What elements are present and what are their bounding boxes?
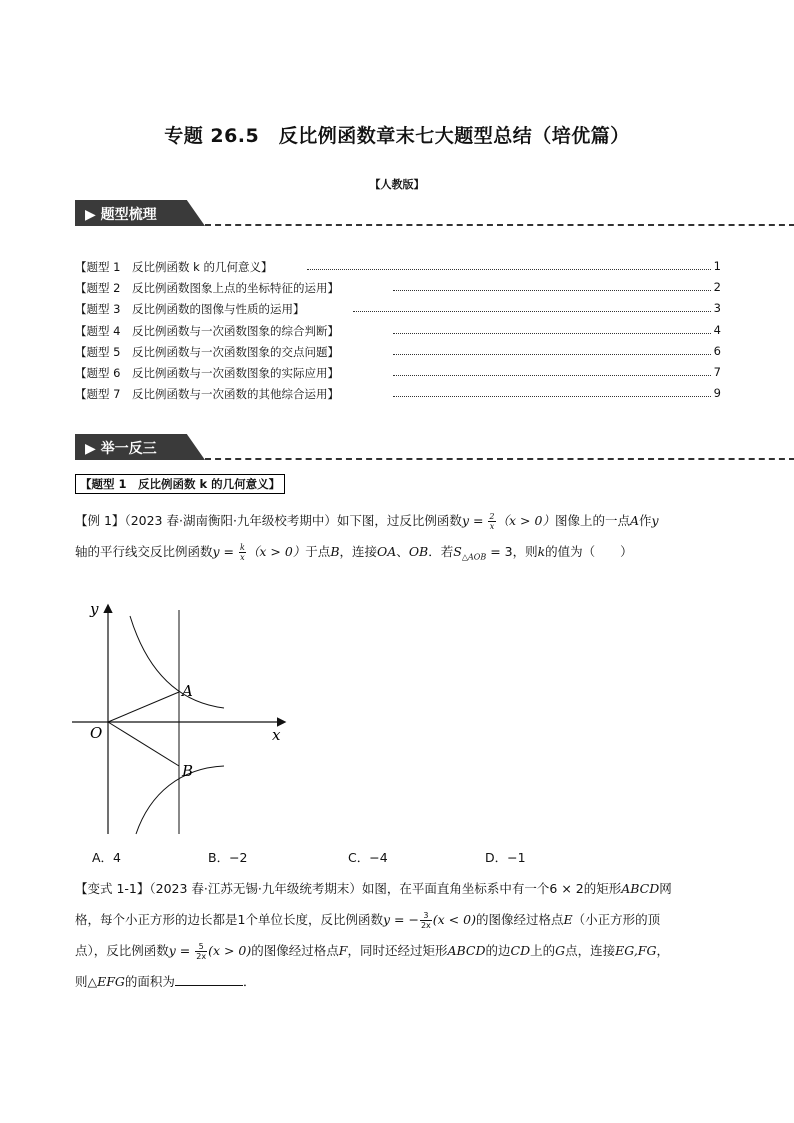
text: 如图，在平面直角坐标系中有一个 (361, 881, 550, 896)
toc-item-page: 4 (713, 323, 721, 337)
math: k (537, 544, 546, 559)
banner-dashed-line (205, 224, 794, 226)
toc-item-7[interactable] (75, 386, 721, 406)
variant-source: （2023 春·江苏无锡·九年级统考期末） (149, 881, 362, 896)
text: 的边 (485, 943, 511, 958)
math: ABCD (621, 881, 660, 896)
toc-leader (393, 333, 711, 334)
text: 的面积为 (124, 974, 175, 989)
toc-leader (353, 311, 711, 312)
variant-1-1 (75, 873, 723, 997)
label-a: A (182, 682, 193, 700)
numerator: k (240, 543, 245, 552)
math: CD (510, 943, 531, 958)
example-1 (75, 505, 723, 573)
toc-leader (393, 354, 711, 355)
toc-item-label: 【题型 2 反比例函数图象上点的坐标特征的运用】 (75, 281, 339, 295)
text: 、 (396, 544, 409, 559)
banner-title: ▶ 题型梳理 (85, 207, 157, 223)
toc-item-3[interactable] (75, 301, 721, 321)
lower-hyperbola (136, 766, 224, 834)
variant-tag: 【变式 1-1】 (75, 881, 150, 896)
math: (x > 0) (208, 943, 252, 958)
toc-item-5[interactable] (75, 344, 721, 364)
edition-label: 【人教版】 (369, 178, 425, 191)
text: 个单位长度，反比例函数 (245, 912, 383, 927)
label-y: y (90, 600, 99, 618)
choice-d[interactable]: D．−1 (485, 850, 526, 865)
text: 则 (75, 974, 88, 989)
math: = 3，则 (486, 544, 538, 559)
label-o: O (90, 724, 103, 742)
text: 作 (639, 513, 652, 528)
math: y = (212, 544, 238, 559)
math-subscript: △AOB (461, 552, 487, 562)
toc-item-page: 7 (713, 365, 721, 379)
choice-a[interactable]: A．4 (92, 850, 122, 865)
text: 图像上的一点 (554, 513, 630, 528)
upper-hyperbola (130, 616, 224, 708)
toc-item-1[interactable] (75, 259, 721, 279)
math: （x > 0） (496, 513, 555, 528)
math: ABCD (447, 943, 486, 958)
text: 的值为（ ） (545, 544, 633, 559)
toc-item-label: 【题型 4 反比例函数与一次函数图象的综合判断】 (75, 324, 339, 338)
text: 于点 (305, 544, 331, 559)
banner-dashed-line (205, 458, 794, 460)
toc-item-2[interactable] (75, 280, 721, 300)
fraction (195, 942, 207, 961)
denominator: 2x (196, 952, 207, 961)
toc-leader (393, 290, 711, 291)
numerator: 5 (195, 942, 207, 952)
math: G (555, 943, 566, 958)
banner-title: ▶ 举一反三 (85, 441, 157, 457)
toc-item-page: 1 (713, 259, 721, 273)
toc-item-label: 【题型 7 反比例函数与一次函数的其他综合运用】 (75, 387, 339, 401)
math: y = (461, 513, 488, 528)
example-source: （2023 春·湖南衡阳·九年级校考期中） (124, 513, 337, 528)
math: △EFG (87, 974, 125, 989)
math: S (453, 544, 462, 559)
denominator: x (489, 522, 495, 531)
math: y = (168, 943, 195, 958)
page-title: 专题 26.5 反比例函数章末七大题型总结（培优篇） (164, 125, 630, 147)
toc-item-label: 【题型 1 反比例函数 k 的几何意义】 (75, 260, 273, 274)
numerator: 3 (420, 911, 432, 921)
banner-title-text: 举一反三 (100, 441, 157, 457)
text: ，同时还经过矩形 (347, 943, 448, 958)
segment-oa (108, 692, 179, 722)
text: 点，连接 (565, 943, 616, 958)
toc-leader (307, 269, 711, 270)
math: F (338, 943, 348, 958)
text: 轴的平行线交反比例函数 (75, 544, 213, 559)
text: 点），反比例函数 (75, 943, 169, 958)
math: OB (408, 544, 429, 559)
toc-banner (75, 200, 725, 226)
toc-item-page: 2 (713, 280, 721, 294)
fraction (420, 911, 432, 930)
example-tag: 【例 1】 (75, 513, 125, 528)
toc-item-page: 3 (713, 301, 721, 315)
banner-title-text: 题型梳理 (100, 207, 157, 223)
math: 1 (237, 912, 246, 927)
math: （x > 0） (246, 544, 306, 559)
toc-item-6[interactable] (75, 365, 721, 385)
text: ．若 (428, 544, 454, 559)
math: B (330, 544, 340, 559)
text: 上的 (530, 943, 556, 958)
text: ， (656, 943, 669, 958)
math: y (651, 513, 659, 528)
label-x: x (272, 726, 281, 744)
text: ． (242, 974, 256, 989)
toc-leader (393, 396, 711, 397)
segment-ob (108, 722, 179, 766)
math: (x < 0) (432, 912, 476, 927)
text: 如下图，过反比例函数 (336, 513, 462, 528)
denominator: 2x (420, 921, 431, 930)
toc-item-4[interactable] (75, 323, 721, 343)
label-b: B (182, 762, 194, 780)
choice-b[interactable]: B．−2 (208, 850, 248, 865)
practice-banner (75, 434, 725, 460)
math: EG,FG (615, 943, 657, 958)
text: 格，每个小正方形的边长都是 (75, 912, 238, 927)
text: 的图像经过格点 (475, 912, 564, 927)
toc-item-label: 【题型 6 反比例函数与一次函数图象的实际应用】 (75, 366, 339, 380)
math: OA (377, 544, 397, 559)
coordinate-figure (66, 598, 290, 838)
math: A (629, 513, 639, 528)
denominator: x (240, 553, 245, 562)
toc-leader (393, 375, 711, 376)
toc-item-label: 【题型 5 反比例函数与一次函数图象的交点问题】 (75, 345, 339, 359)
text: 的矩形 (583, 881, 622, 896)
fraction (239, 543, 246, 562)
topic-1-heading: 【题型 1 反比例函数 k 的几何意义】 (75, 474, 285, 494)
answer-blank[interactable] (175, 973, 243, 986)
toc-item-page: 6 (713, 344, 721, 358)
text: （小正方形的顶 (572, 912, 661, 927)
math: y = − (382, 912, 419, 927)
text: ，连接 (339, 544, 378, 559)
toc-item-label: 【题型 3 反比例函数的图像与性质的运用】 (75, 302, 305, 316)
fraction (488, 512, 495, 531)
math: E (563, 912, 573, 927)
text: 的图像经过格点 (251, 943, 339, 958)
toc-item-page: 9 (713, 386, 721, 400)
math: 6 × 2 (549, 881, 584, 896)
numerator: 2 (489, 512, 495, 521)
choice-c[interactable]: C．−4 (348, 850, 388, 865)
text: 网 (659, 881, 672, 896)
